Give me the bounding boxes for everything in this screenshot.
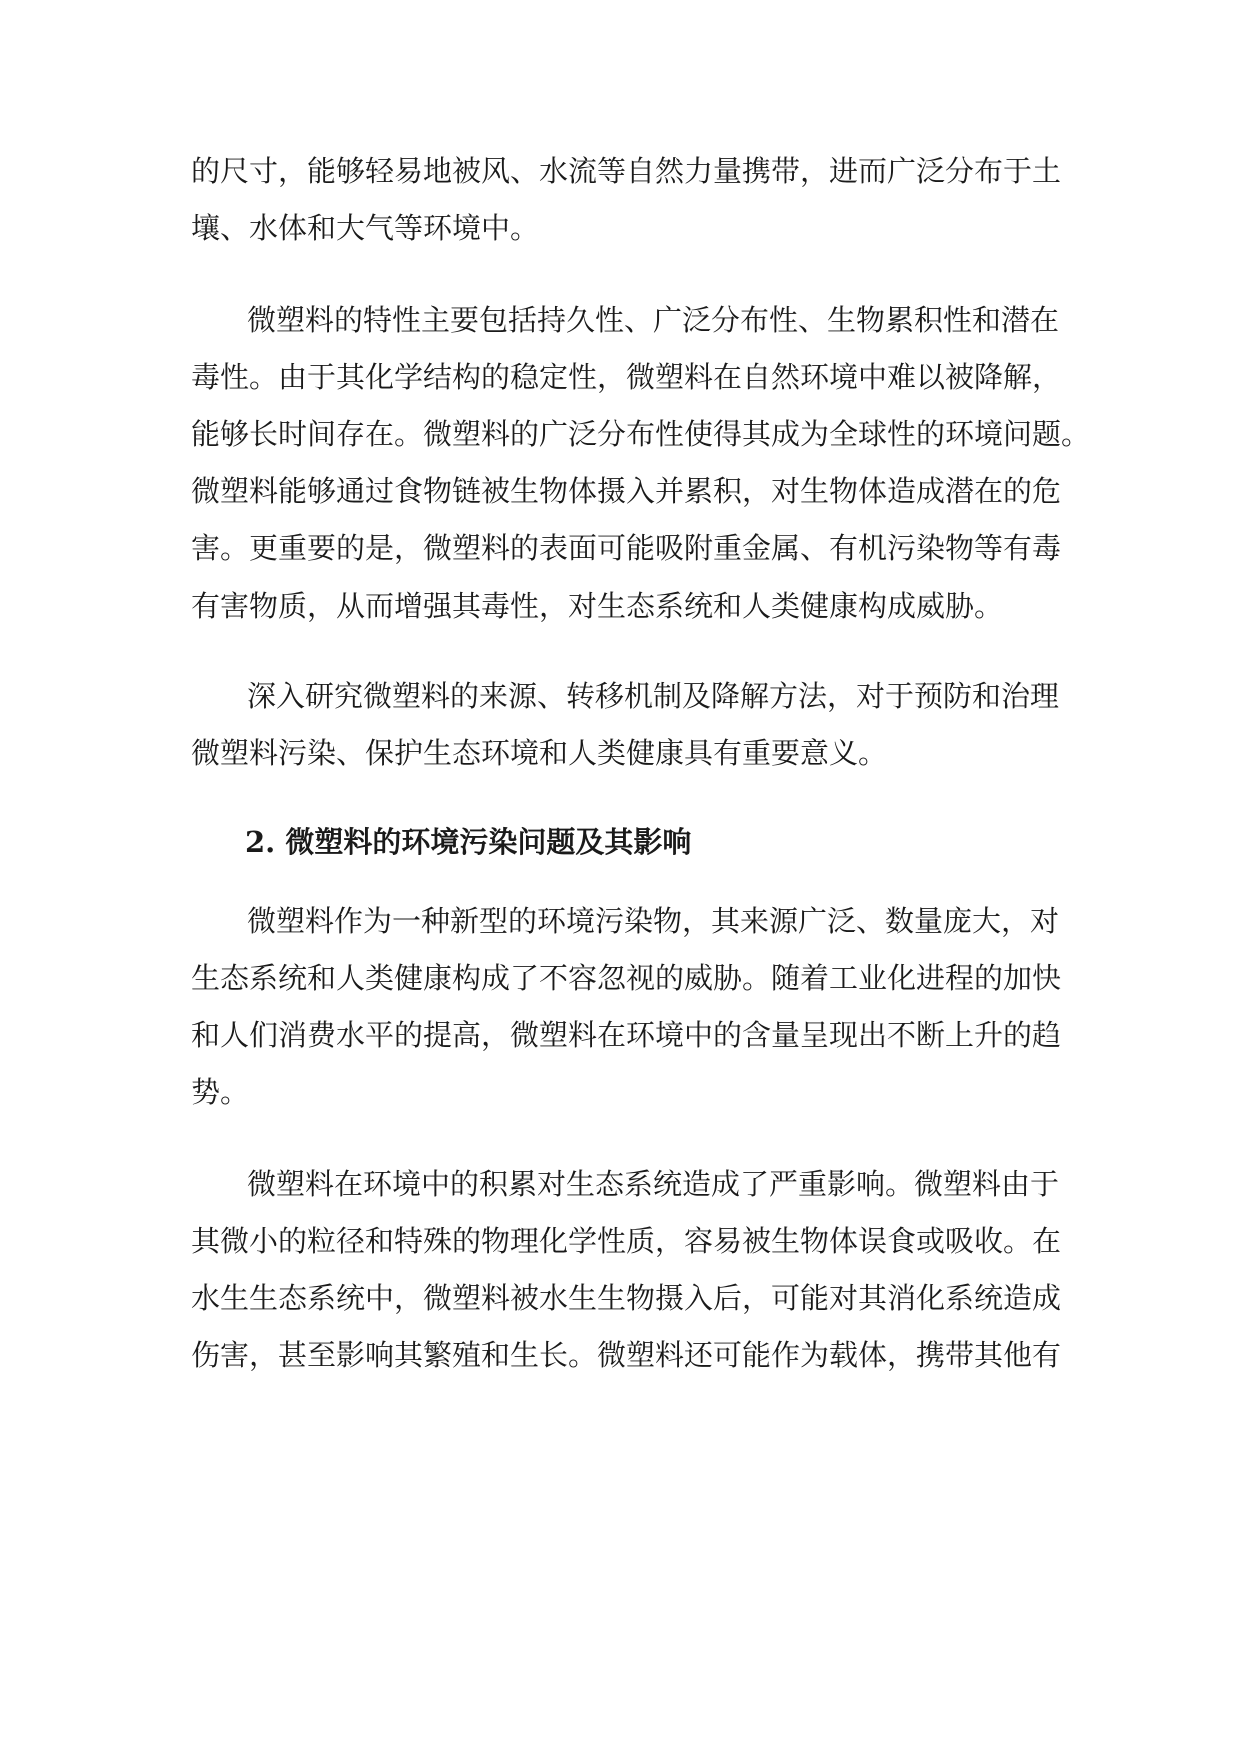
text-line: 生态系统和人类健康构成了不容忽视的威胁。随着工业化进程的加快 xyxy=(191,961,1062,995)
paragraph-start-line: 微塑料的特性主要包括持久性、广泛分布性、生物累积性和潜在 xyxy=(247,303,1060,337)
paragraph-start-line: 深入研究微塑料的来源、转移机制及降解方法，对于预防和治理 xyxy=(247,679,1060,713)
paragraph-start-line: 微塑料作为一种新型的环境污染物，其来源广泛、数量庞大，对 xyxy=(247,904,1060,938)
text-line: 和人们消费水平的提高，微塑料在环境中的含量呈现出不断上升的趋 xyxy=(191,1018,1062,1052)
text-line: 伤害，甚至影响其繁殖和生长。微塑料还可能作为载体，携带其他有 xyxy=(191,1338,1062,1372)
text-line: 水生生态系统中，微塑料被水生生物摄入后，可能对其消化系统造成 xyxy=(191,1281,1062,1315)
text-line: 微塑料能够通过食物链被生物体摄入并累积，对生物体造成潜在的危 xyxy=(191,474,1062,508)
paragraph-start-line: 微塑料在环境中的积累对生态系统造成了严重影响。微塑料由于 xyxy=(247,1167,1060,1201)
text-line: 的尺寸，能够轻易地被风、水流等自然力量携带，进而广泛分布于土 xyxy=(191,154,1062,188)
text-line: 势。 xyxy=(191,1075,250,1109)
section-heading: 2. 微塑料的环境污染问题及其影响 xyxy=(245,825,692,859)
text-line: 微塑料污染、保护生态环境和人类健康具有重要意义。 xyxy=(191,736,888,770)
text-line: 能够长时间存在。微塑料的广泛分布性使得其成为全球性的环境问题。 xyxy=(191,417,1091,451)
text-line: 毒性。由于其化学结构的稳定性，微塑料在自然环境中难以被降解， xyxy=(191,360,1062,394)
text-line: 壤、水体和大气等环境中。 xyxy=(191,211,540,245)
text-line: 害。更重要的是，微塑料的表面可能吸附重金属、有机污染物等有毒 xyxy=(191,531,1062,565)
text-line: 有害物质，从而增强其毒性，对生态系统和人类健康构成威胁。 xyxy=(191,589,1004,623)
text-line: 其微小的粒径和特殊的物理化学性质，容易被生物体误食或吸收。在 xyxy=(191,1224,1062,1258)
